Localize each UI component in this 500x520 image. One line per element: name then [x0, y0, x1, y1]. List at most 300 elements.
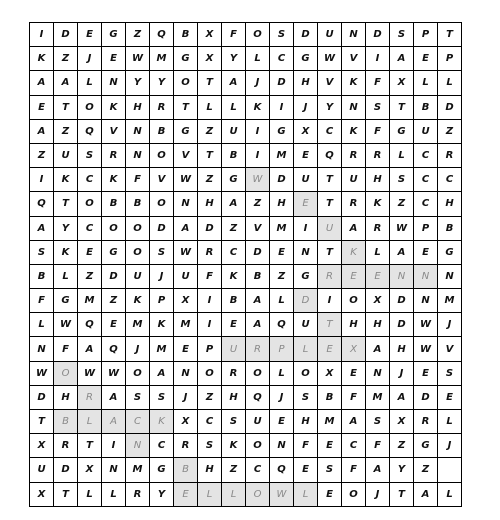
grid-cell[interactable]: K — [126, 289, 150, 313]
grid-cell[interactable]: U — [414, 120, 438, 144]
grid-cell[interactable]: S — [222, 410, 246, 434]
grid-cell[interactable]: Z — [390, 434, 414, 458]
grid-cell[interactable]: Y — [390, 458, 414, 482]
grid-cell[interactable]: R — [318, 265, 342, 289]
grid-cell[interactable]: M — [126, 458, 150, 482]
grid-cell[interactable]: O — [342, 289, 366, 313]
grid-cell[interactable]: H — [198, 458, 222, 482]
grid-cell[interactable]: C — [246, 458, 270, 482]
grid-cell[interactable]: K — [102, 96, 126, 120]
grid-cell[interactable]: M — [150, 337, 174, 361]
grid-cell[interactable]: S — [126, 386, 150, 410]
grid-cell[interactable]: V — [318, 71, 342, 95]
grid-cell[interactable]: N — [126, 120, 150, 144]
grid-cell[interactable]: W — [78, 362, 102, 386]
grid-cell[interactable]: E — [78, 241, 102, 265]
grid-cell[interactable]: S — [294, 386, 318, 410]
grid-cell[interactable]: C — [78, 168, 102, 192]
grid-cell[interactable]: X — [78, 458, 102, 482]
grid-cell[interactable]: A — [342, 217, 366, 241]
grid-cell[interactable] — [438, 458, 462, 482]
grid-cell[interactable]: M — [270, 217, 294, 241]
grid-cell[interactable]: B — [438, 217, 462, 241]
grid-cell[interactable]: P — [198, 337, 222, 361]
grid-cell[interactable]: H — [54, 386, 78, 410]
grid-cell[interactable]: L — [294, 483, 318, 507]
grid-cell[interactable]: I — [294, 217, 318, 241]
grid-cell[interactable]: R — [366, 144, 390, 168]
grid-cell[interactable]: D — [30, 386, 54, 410]
grid-cell[interactable]: W — [174, 168, 198, 192]
grid-cell[interactable]: O — [150, 192, 174, 216]
grid-cell[interactable]: B — [174, 23, 198, 47]
grid-cell[interactable]: T — [54, 96, 78, 120]
grid-cell[interactable]: L — [78, 483, 102, 507]
grid-cell[interactable]: Z — [246, 192, 270, 216]
grid-cell[interactable]: I — [246, 120, 270, 144]
grid-cell[interactable]: G — [150, 458, 174, 482]
grid-cell[interactable]: C — [318, 120, 342, 144]
grid-cell[interactable]: F — [342, 386, 366, 410]
grid-cell[interactable]: Y — [222, 47, 246, 71]
grid-cell[interactable]: A — [222, 192, 246, 216]
grid-cell[interactable]: L — [366, 241, 390, 265]
grid-cell[interactable]: B — [30, 265, 54, 289]
grid-cell[interactable]: K — [366, 192, 390, 216]
grid-cell[interactable]: B — [222, 144, 246, 168]
grid-cell[interactable]: T — [318, 168, 342, 192]
grid-cell[interactable]: Z — [30, 144, 54, 168]
grid-cell[interactable]: E — [174, 483, 198, 507]
grid-cell[interactable]: A — [78, 337, 102, 361]
grid-cell[interactable]: N — [174, 192, 198, 216]
grid-cell[interactable]: E — [270, 410, 294, 434]
grid-cell[interactable]: Q — [78, 120, 102, 144]
grid-cell[interactable]: L — [54, 265, 78, 289]
grid-cell[interactable]: N — [414, 265, 438, 289]
grid-cell[interactable]: X — [198, 23, 222, 47]
grid-cell[interactable]: R — [126, 483, 150, 507]
grid-cell[interactable]: A — [222, 71, 246, 95]
grid-cell[interactable]: R — [342, 192, 366, 216]
grid-cell[interactable]: X — [198, 47, 222, 71]
grid-cell[interactable]: X — [342, 337, 366, 361]
grid-cell[interactable]: E — [366, 265, 390, 289]
grid-cell[interactable]: T — [54, 483, 78, 507]
grid-cell[interactable]: Z — [222, 458, 246, 482]
grid-cell[interactable]: H — [438, 192, 462, 216]
grid-cell[interactable]: E — [318, 434, 342, 458]
grid-cell[interactable]: E — [102, 47, 126, 71]
grid-cell[interactable]: L — [270, 362, 294, 386]
grid-cell[interactable]: A — [174, 217, 198, 241]
grid-cell[interactable]: T — [390, 96, 414, 120]
grid-cell[interactable]: O — [126, 241, 150, 265]
grid-cell[interactable]: E — [294, 458, 318, 482]
grid-cell[interactable]: W — [102, 362, 126, 386]
grid-cell[interactable]: J — [150, 265, 174, 289]
grid-cell[interactable]: A — [102, 386, 126, 410]
grid-cell[interactable]: M — [366, 386, 390, 410]
grid-cell[interactable]: S — [198, 434, 222, 458]
grid-cell[interactable]: B — [150, 120, 174, 144]
grid-cell[interactable]: X — [390, 71, 414, 95]
grid-cell[interactable]: U — [342, 168, 366, 192]
grid-cell[interactable]: U — [294, 313, 318, 337]
grid-cell[interactable]: N — [126, 434, 150, 458]
grid-cell[interactable]: G — [174, 120, 198, 144]
grid-cell[interactable]: E — [414, 47, 438, 71]
grid-cell[interactable]: Q — [30, 192, 54, 216]
grid-cell[interactable]: J — [390, 362, 414, 386]
grid-cell[interactable]: Q — [102, 337, 126, 361]
grid-cell[interactable]: O — [78, 192, 102, 216]
grid-cell[interactable]: E — [270, 241, 294, 265]
grid-cell[interactable]: D — [246, 241, 270, 265]
grid-cell[interactable]: C — [126, 410, 150, 434]
grid-cell[interactable]: M — [318, 410, 342, 434]
grid-cell[interactable]: W — [318, 47, 342, 71]
grid-cell[interactable]: C — [438, 168, 462, 192]
grid-cell[interactable]: T — [318, 241, 342, 265]
grid-cell[interactable]: N — [174, 362, 198, 386]
grid-cell[interactable]: E — [318, 483, 342, 507]
grid-cell[interactable]: R — [366, 217, 390, 241]
grid-cell[interactable]: O — [126, 217, 150, 241]
grid-cell[interactable]: I — [318, 289, 342, 313]
grid-cell[interactable]: L — [270, 289, 294, 313]
grid-cell[interactable]: K — [222, 434, 246, 458]
grid-cell[interactable]: C — [198, 410, 222, 434]
grid-cell[interactable]: A — [246, 289, 270, 313]
grid-cell[interactable]: U — [318, 217, 342, 241]
grid-cell[interactable]: W — [30, 362, 54, 386]
grid-cell[interactable]: Z — [222, 217, 246, 241]
grid-cell[interactable]: T — [198, 71, 222, 95]
grid-cell[interactable]: J — [438, 313, 462, 337]
grid-cell[interactable]: K — [54, 241, 78, 265]
grid-cell[interactable]: E — [294, 192, 318, 216]
grid-cell[interactable]: D — [390, 313, 414, 337]
grid-cell[interactable]: A — [54, 71, 78, 95]
grid-cell[interactable]: J — [78, 47, 102, 71]
grid-cell[interactable]: I — [270, 96, 294, 120]
grid-cell[interactable]: L — [198, 483, 222, 507]
grid-cell[interactable]: H — [390, 337, 414, 361]
grid-cell[interactable]: K — [246, 96, 270, 120]
grid-cell[interactable]: H — [198, 192, 222, 216]
grid-cell[interactable]: J — [174, 386, 198, 410]
grid-cell[interactable]: J — [246, 71, 270, 95]
grid-cell[interactable]: K — [102, 168, 126, 192]
grid-cell[interactable]: G — [54, 289, 78, 313]
grid-cell[interactable]: J — [366, 483, 390, 507]
grid-cell[interactable]: N — [366, 362, 390, 386]
grid-cell[interactable]: S — [270, 23, 294, 47]
grid-cell[interactable]: X — [366, 289, 390, 313]
grid-cell[interactable]: F — [366, 434, 390, 458]
grid-cell[interactable]: X — [390, 410, 414, 434]
grid-cell[interactable]: L — [294, 337, 318, 361]
grid-cell[interactable]: A — [390, 241, 414, 265]
grid-cell[interactable]: R — [174, 434, 198, 458]
grid-cell[interactable]: B — [54, 410, 78, 434]
grid-cell[interactable]: C — [270, 47, 294, 71]
grid-cell[interactable]: H — [294, 410, 318, 434]
grid-cell[interactable]: C — [414, 144, 438, 168]
grid-cell[interactable]: U — [294, 168, 318, 192]
grid-cell[interactable]: L — [438, 71, 462, 95]
grid-cell[interactable]: U — [174, 265, 198, 289]
grid-cell[interactable]: F — [366, 120, 390, 144]
grid-cell[interactable]: Q — [246, 386, 270, 410]
grid-cell[interactable]: I — [246, 144, 270, 168]
grid-cell[interactable]: T — [54, 192, 78, 216]
grid-cell[interactable]: P — [150, 289, 174, 313]
grid-cell[interactable]: B — [318, 386, 342, 410]
grid-cell[interactable]: J — [270, 386, 294, 410]
grid-cell[interactable]: T — [318, 313, 342, 337]
grid-cell[interactable]: W — [414, 337, 438, 361]
grid-cell[interactable]: Z — [390, 192, 414, 216]
grid-cell[interactable]: C — [414, 192, 438, 216]
grid-cell[interactable]: M — [270, 144, 294, 168]
grid-cell[interactable]: R — [78, 386, 102, 410]
grid-cell[interactable]: E — [414, 241, 438, 265]
grid-cell[interactable]: O — [246, 362, 270, 386]
grid-cell[interactable]: H — [366, 313, 390, 337]
grid-cell[interactable]: M — [438, 289, 462, 313]
grid-cell[interactable]: L — [78, 71, 102, 95]
grid-cell[interactable]: Y — [318, 96, 342, 120]
grid-cell[interactable]: W — [126, 47, 150, 71]
grid-cell[interactable]: C — [222, 241, 246, 265]
grid-cell[interactable]: T — [78, 434, 102, 458]
grid-cell[interactable]: D — [414, 386, 438, 410]
grid-cell[interactable]: F — [366, 71, 390, 95]
grid-cell[interactable]: A — [414, 483, 438, 507]
grid-cell[interactable]: O — [246, 434, 270, 458]
grid-cell[interactable]: W — [390, 217, 414, 241]
grid-cell[interactable]: Q — [318, 144, 342, 168]
grid-cell[interactable]: T — [438, 23, 462, 47]
grid-cell[interactable]: O — [246, 23, 270, 47]
grid-cell[interactable]: G — [390, 120, 414, 144]
grid-cell[interactable]: Z — [54, 120, 78, 144]
grid-cell[interactable]: M — [78, 289, 102, 313]
grid-cell[interactable]: G — [294, 265, 318, 289]
grid-cell[interactable]: M — [150, 47, 174, 71]
grid-cell[interactable]: U — [30, 458, 54, 482]
grid-cell[interactable]: F — [294, 434, 318, 458]
grid-cell[interactable]: O — [150, 144, 174, 168]
grid-cell[interactable]: K — [342, 120, 366, 144]
grid-cell[interactable]: Y — [126, 71, 150, 95]
grid-cell[interactable]: Z — [438, 120, 462, 144]
grid-cell[interactable]: H — [270, 192, 294, 216]
grid-cell[interactable]: X — [294, 120, 318, 144]
grid-cell[interactable]: O — [102, 217, 126, 241]
grid-cell[interactable]: P — [270, 337, 294, 361]
grid-cell[interactable]: N — [102, 71, 126, 95]
grid-cell[interactable]: C — [150, 434, 174, 458]
grid-cell[interactable]: U — [222, 337, 246, 361]
grid-cell[interactable]: V — [102, 120, 126, 144]
grid-cell[interactable]: B — [102, 192, 126, 216]
grid-cell[interactable]: W — [270, 483, 294, 507]
grid-cell[interactable]: S — [318, 458, 342, 482]
grid-cell[interactable]: A — [342, 410, 366, 434]
grid-cell[interactable]: K — [54, 168, 78, 192]
grid-cell[interactable]: F — [54, 337, 78, 361]
grid-cell[interactable]: E — [342, 362, 366, 386]
grid-cell[interactable]: G — [294, 47, 318, 71]
grid-cell[interactable]: Q — [270, 458, 294, 482]
grid-cell[interactable]: O — [342, 483, 366, 507]
grid-cell[interactable]: D — [390, 289, 414, 313]
grid-cell[interactable]: E — [294, 144, 318, 168]
grid-cell[interactable]: D — [438, 96, 462, 120]
grid-cell[interactable]: N — [438, 265, 462, 289]
grid-cell[interactable]: N — [390, 265, 414, 289]
grid-cell[interactable]: L — [102, 483, 126, 507]
grid-cell[interactable]: A — [366, 458, 390, 482]
grid-cell[interactable]: G — [438, 241, 462, 265]
grid-cell[interactable]: I — [30, 168, 54, 192]
grid-cell[interactable]: W — [246, 168, 270, 192]
grid-cell[interactable]: S — [390, 168, 414, 192]
grid-cell[interactable]: X — [30, 483, 54, 507]
grid-cell[interactable]: R — [222, 362, 246, 386]
grid-cell[interactable]: G — [174, 47, 198, 71]
grid-cell[interactable]: A — [30, 120, 54, 144]
grid-cell[interactable]: S — [390, 23, 414, 47]
grid-cell[interactable]: T — [318, 192, 342, 216]
grid-cell[interactable]: O — [126, 362, 150, 386]
grid-cell[interactable]: Z — [126, 23, 150, 47]
grid-cell[interactable]: K — [222, 265, 246, 289]
grid-cell[interactable]: N — [342, 23, 366, 47]
grid-cell[interactable]: P — [414, 217, 438, 241]
grid-cell[interactable]: O — [198, 362, 222, 386]
grid-cell[interactable]: B — [222, 289, 246, 313]
grid-cell[interactable]: Z — [198, 168, 222, 192]
grid-cell[interactable]: N — [102, 458, 126, 482]
grid-cell[interactable]: B — [174, 458, 198, 482]
grid-cell[interactable]: V — [174, 144, 198, 168]
grid-cell[interactable]: R — [342, 144, 366, 168]
grid-cell[interactable]: D — [54, 23, 78, 47]
grid-cell[interactable]: D — [294, 289, 318, 313]
grid-cell[interactable]: P — [414, 23, 438, 47]
grid-cell[interactable]: Z — [78, 265, 102, 289]
grid-cell[interactable]: E — [414, 362, 438, 386]
grid-cell[interactable]: W — [174, 241, 198, 265]
grid-cell[interactable]: U — [126, 265, 150, 289]
grid-cell[interactable]: B — [126, 192, 150, 216]
grid-cell[interactable]: B — [414, 96, 438, 120]
grid-cell[interactable]: C — [414, 168, 438, 192]
grid-cell[interactable]: P — [438, 47, 462, 71]
grid-cell[interactable]: E — [222, 313, 246, 337]
grid-cell[interactable]: S — [150, 241, 174, 265]
grid-cell[interactable]: O — [294, 362, 318, 386]
grid-cell[interactable]: N — [342, 96, 366, 120]
grid-cell[interactable]: L — [438, 483, 462, 507]
grid-cell[interactable]: G — [102, 23, 126, 47]
grid-cell[interactable]: F — [126, 168, 150, 192]
grid-cell[interactable]: Z — [414, 458, 438, 482]
grid-cell[interactable]: I — [198, 289, 222, 313]
grid-cell[interactable]: D — [366, 23, 390, 47]
grid-cell[interactable]: E — [438, 386, 462, 410]
grid-cell[interactable]: Z — [198, 120, 222, 144]
grid-cell[interactable]: R — [54, 434, 78, 458]
grid-cell[interactable]: T — [198, 144, 222, 168]
grid-cell[interactable]: E — [174, 337, 198, 361]
grid-cell[interactable]: A — [30, 217, 54, 241]
grid-cell[interactable]: S — [150, 386, 174, 410]
grid-cell[interactable]: O — [54, 362, 78, 386]
grid-cell[interactable]: L — [222, 483, 246, 507]
grid-cell[interactable]: I — [198, 313, 222, 337]
grid-cell[interactable]: S — [366, 410, 390, 434]
grid-cell[interactable]: V — [342, 47, 366, 71]
grid-cell[interactable]: A — [102, 410, 126, 434]
grid-cell[interactable]: W — [54, 313, 78, 337]
grid-cell[interactable]: X — [318, 362, 342, 386]
grid-cell[interactable]: X — [174, 289, 198, 313]
grid-cell[interactable]: H — [222, 386, 246, 410]
grid-cell[interactable]: F — [30, 289, 54, 313]
grid-cell[interactable]: R — [246, 337, 270, 361]
grid-cell[interactable]: L — [30, 313, 54, 337]
grid-cell[interactable]: Z — [54, 47, 78, 71]
grid-cell[interactable]: E — [78, 23, 102, 47]
grid-cell[interactable]: V — [438, 337, 462, 361]
grid-cell[interactable]: Y — [150, 483, 174, 507]
grid-cell[interactable]: Z — [102, 289, 126, 313]
grid-cell[interactable]: E — [342, 265, 366, 289]
grid-cell[interactable]: Z — [198, 386, 222, 410]
grid-cell[interactable]: H — [126, 96, 150, 120]
grid-cell[interactable]: L — [414, 71, 438, 95]
grid-cell[interactable]: G — [270, 120, 294, 144]
grid-cell[interactable]: Q — [78, 313, 102, 337]
grid-cell[interactable]: K — [150, 410, 174, 434]
grid-cell[interactable]: O — [246, 483, 270, 507]
grid-cell[interactable]: V — [150, 168, 174, 192]
grid-cell[interactable]: I — [30, 23, 54, 47]
grid-cell[interactable]: K — [342, 241, 366, 265]
grid-cell[interactable]: I — [102, 434, 126, 458]
grid-cell[interactable]: T — [174, 96, 198, 120]
grid-cell[interactable]: U — [222, 120, 246, 144]
grid-cell[interactable]: F — [342, 458, 366, 482]
grid-cell[interactable]: S — [78, 144, 102, 168]
grid-cell[interactable]: O — [174, 71, 198, 95]
grid-cell[interactable]: J — [126, 337, 150, 361]
grid-cell[interactable]: Y — [150, 71, 174, 95]
grid-cell[interactable]: W — [414, 313, 438, 337]
grid-cell[interactable]: N — [270, 434, 294, 458]
grid-cell[interactable]: H — [366, 168, 390, 192]
grid-cell[interactable]: N — [126, 144, 150, 168]
grid-cell[interactable]: T — [390, 483, 414, 507]
grid-cell[interactable]: D — [270, 71, 294, 95]
grid-cell[interactable]: G — [102, 241, 126, 265]
grid-cell[interactable]: E — [102, 313, 126, 337]
